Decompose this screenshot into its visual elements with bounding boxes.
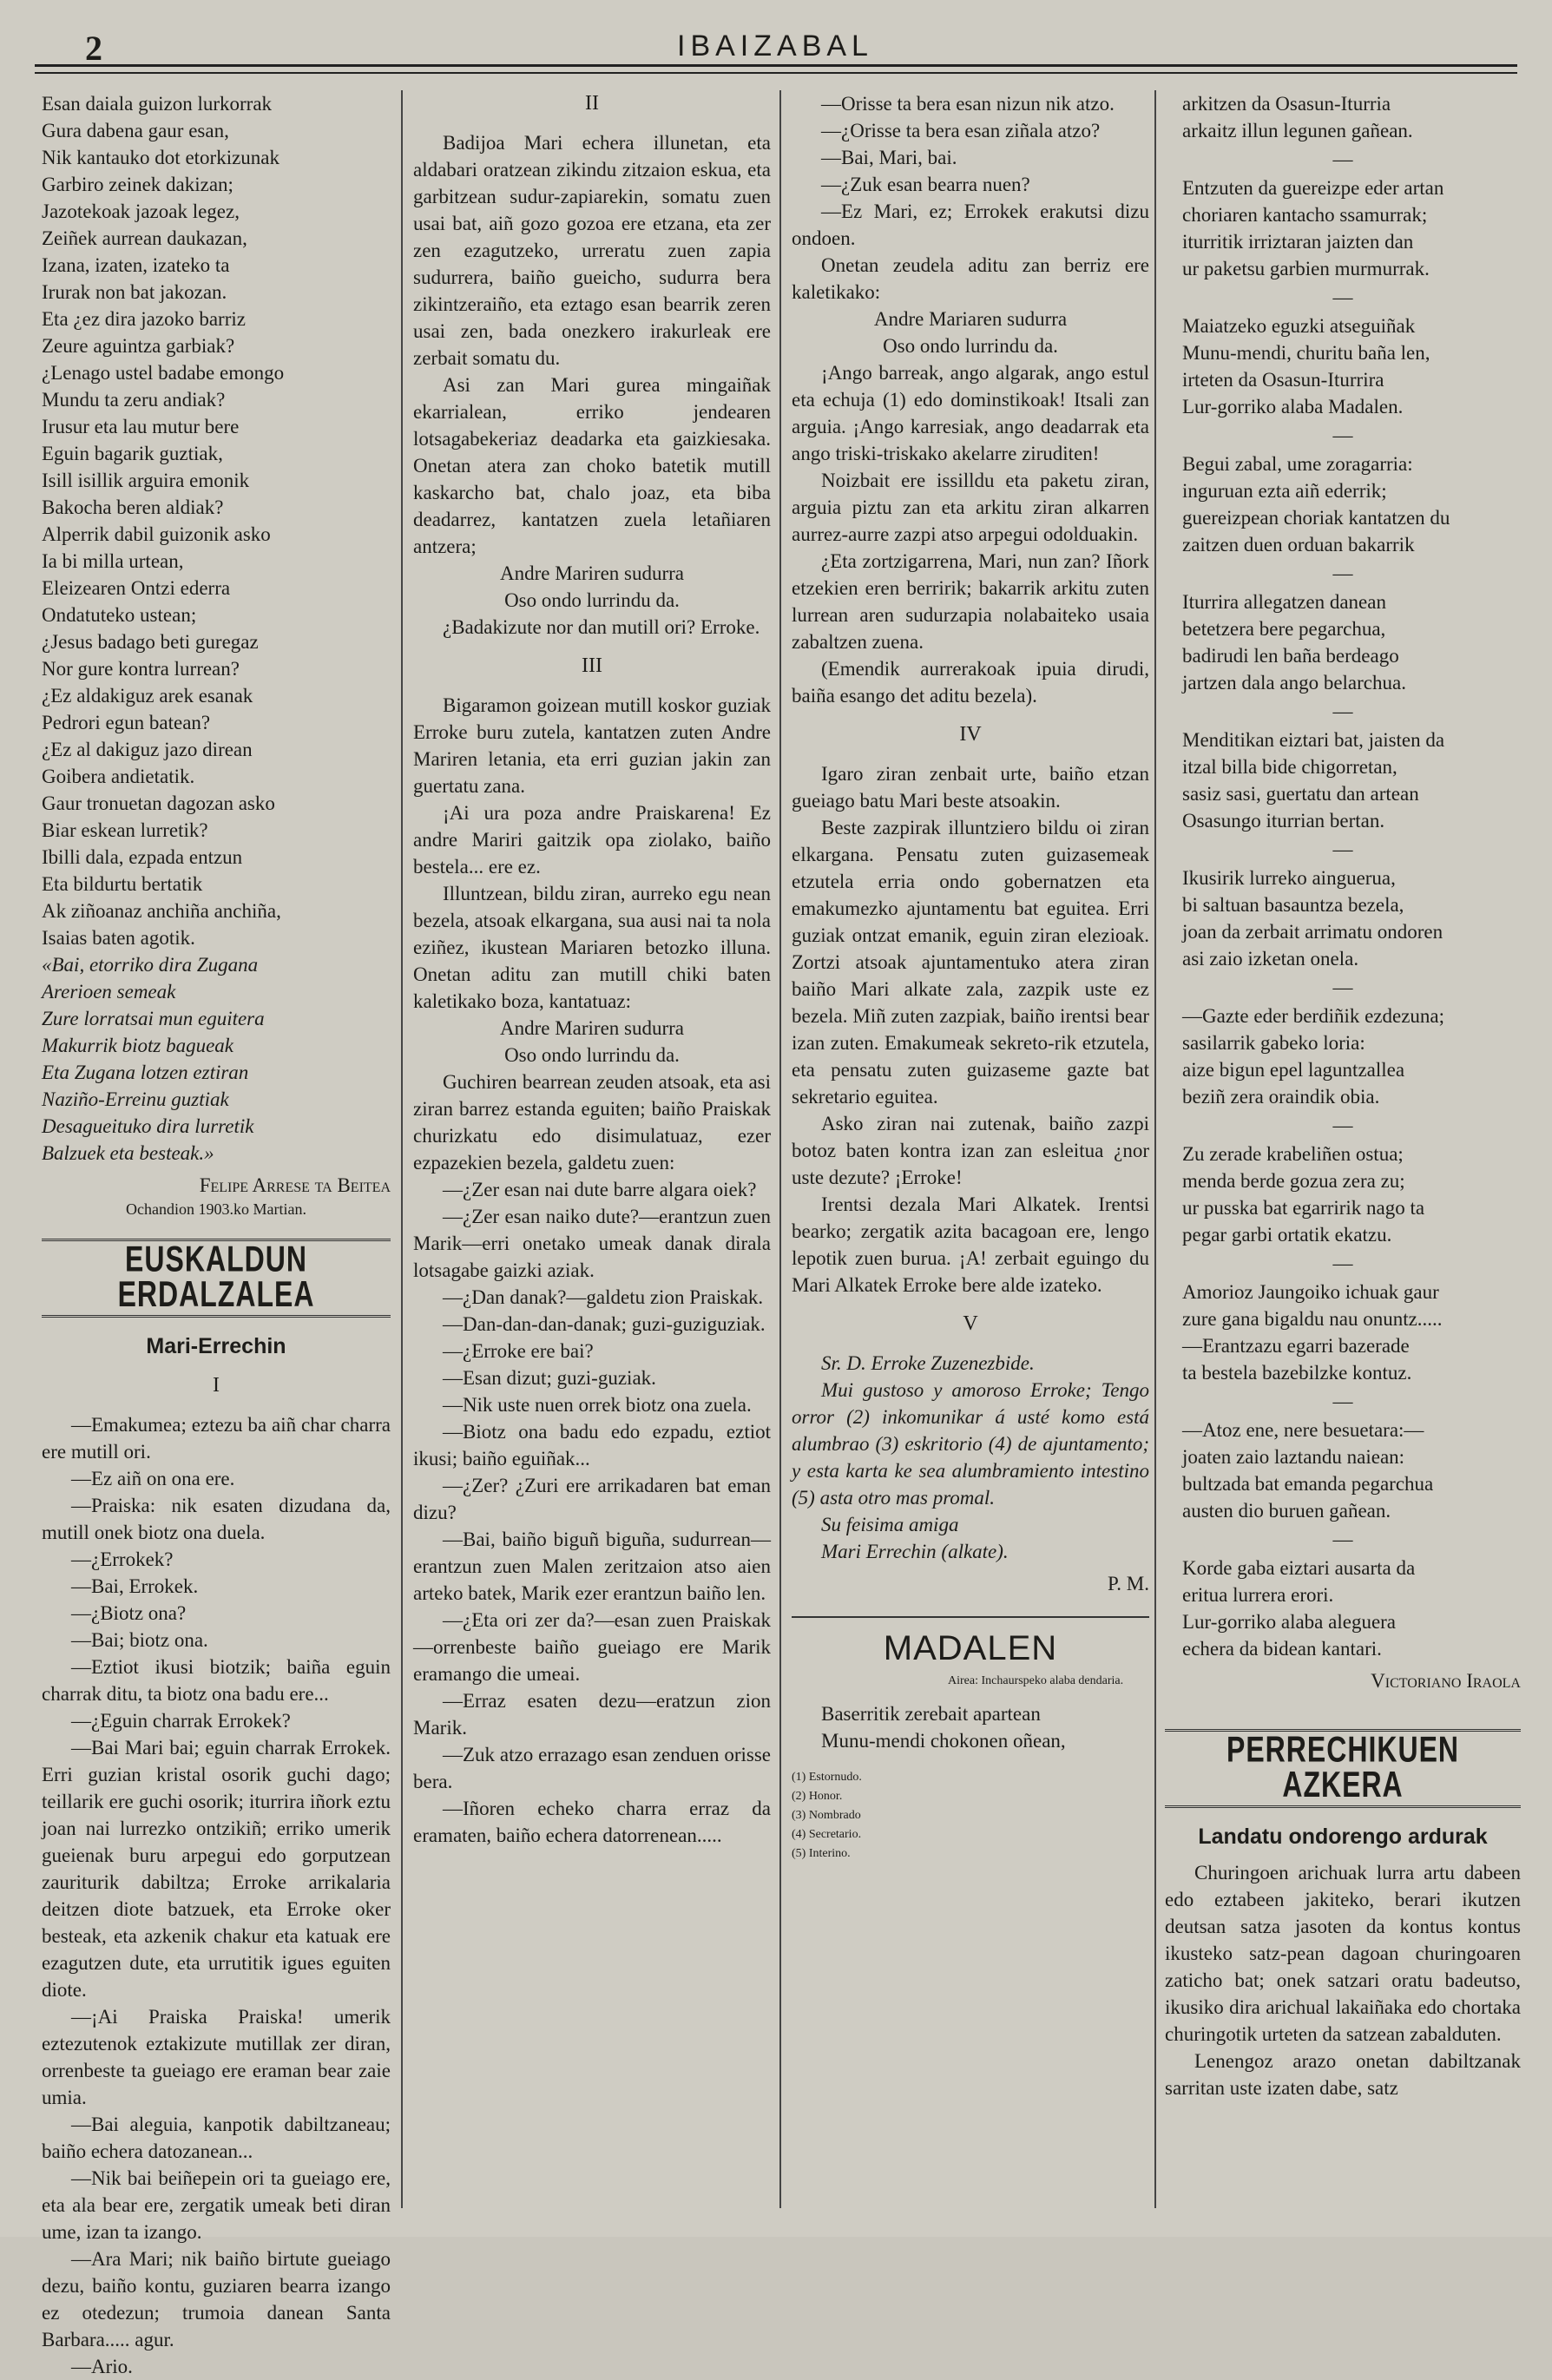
story-text xyxy=(792,760,1149,1298)
melody-note: Airea: Inchaurspeko alaba dendaria. xyxy=(948,1674,1124,1687)
paragraph: —Ario. xyxy=(71,2356,133,2377)
poem-line: Irusur eta lau mutur bere xyxy=(42,416,240,437)
poem-line: Nik kantauko dot etorkizunak xyxy=(42,147,280,168)
poem-line: sasiz sasi, guertatu dan artean xyxy=(1182,783,1419,805)
stanza xyxy=(1165,1279,1521,1386)
story-text xyxy=(413,1068,771,1849)
column-divider xyxy=(1154,90,1156,2208)
paragraph: —¿Biotz ona? xyxy=(71,1602,187,1624)
paragraph: —Iñoren echeko charra erraz da eramaten, baiño echera datorrenean..... xyxy=(413,1798,771,1846)
masthead: IBAIZABAL xyxy=(677,30,873,62)
paragraph: —Emakumea; eztezu ba aiñ char charra ere mutill ori. xyxy=(42,1414,391,1463)
divider xyxy=(792,1616,1149,1618)
paragraph: —Bai, baiño biguñ biguña, sudurrean—erantzun zuen Malen zeritzaion atso aien arteko batek, Marik ezer erantzun baiño len. xyxy=(413,1529,771,1604)
verse-line: Andre Mariren sudurra xyxy=(499,1017,685,1039)
poem-place-date: Ochandion 1903.ko Martian. xyxy=(126,1200,306,1218)
paragraph: —Orisse ta bera esan nizun nik atzo. xyxy=(821,93,1115,115)
stanza-separator: — xyxy=(1332,1114,1353,1136)
paragraph: —Nik bai beiñepein ori ta gueiago ere, eta ala bear ere, zergatik umeak beti diran ume, izan ta izango. xyxy=(42,2167,391,2243)
poem-line: Korde gaba eiztari ausarta da xyxy=(1182,1557,1416,1579)
poem-line: Maiatzeko eguzki atseguiñak xyxy=(1182,315,1416,337)
poem-line: —Gazte eder berdiñik ezdezuna; xyxy=(1182,1005,1445,1027)
poem-line: arkitzen da Osasun-Iturria xyxy=(1182,93,1391,115)
paragraph: —Nik uste nuen orrek biotz ona zuela. xyxy=(443,1394,752,1416)
poem-line: Eta ¿ez dira jazoko barriz xyxy=(42,308,246,330)
poem-line: Isaias baten agotik. xyxy=(42,927,195,949)
stanza xyxy=(1165,90,1521,144)
paragraph: ¡Ai ura poza andre Praiskarena! Ez andre Mariri gaitzik opa ziolako, baiño bestela... ere ez. xyxy=(413,802,771,878)
stanza xyxy=(1165,726,1521,834)
poem-line: Baserritik zerebait apartean xyxy=(821,1703,1041,1725)
poem-line: Zeiñek aurrean daukazan, xyxy=(42,227,247,249)
verse-line: Oso ondo lurrindu da. xyxy=(504,589,680,611)
paragraph: —Bai; biotz ona. xyxy=(71,1629,208,1651)
poem-line: betetzera bere pegarchua, xyxy=(1182,618,1386,640)
part-number: IV xyxy=(959,723,982,746)
paragraph: —Ez Mari, ez; Errokek erakutsi dizu ondoen. xyxy=(792,201,1149,249)
poem-line: ur paketsu garbien murmurrak. xyxy=(1182,258,1430,279)
letter-line: Sr. D. Erroke Zuzenezbide. xyxy=(821,1352,1035,1374)
stanza xyxy=(1165,450,1521,558)
paragraph: —Eztiot ikusi biotzik; baiña eguin charrak ditu, ta biotz ona badu ere... xyxy=(42,1656,391,1705)
stanza xyxy=(1165,865,1521,972)
poem-line: choriaren kantacho ssamurrak; xyxy=(1182,204,1428,226)
column-1 xyxy=(42,90,391,2377)
story-text xyxy=(413,129,771,560)
stanza-separator: — xyxy=(1332,838,1353,860)
poem-line: Eleizearen Ontzi ederra xyxy=(42,577,231,599)
stanza-separator: — xyxy=(1332,1529,1353,1550)
footnote: (2) Honor. xyxy=(792,1790,843,1803)
poem-line: irteten da Osasun-Iturrira xyxy=(1182,369,1384,391)
poem-line: Garbiro zeinek dakizan; xyxy=(42,174,233,195)
poem-line: Ibilli dala, ezpada entzun xyxy=(42,846,243,868)
part-number: III xyxy=(582,654,602,677)
paragraph: —¿Zuk esan bearra nuen? xyxy=(821,174,1030,195)
story-text xyxy=(42,1411,391,2380)
poem-line: Ondatuteko ustean; xyxy=(42,604,197,626)
poem-line: Eta Zugana lotzen eztiran xyxy=(42,1062,249,1083)
stanza-separator: — xyxy=(1332,700,1353,722)
story-title: Mari-Errechin xyxy=(146,1334,286,1358)
stanza-separator: — xyxy=(1332,424,1353,446)
poem-line: Nor gure kontra lurrean? xyxy=(42,658,240,680)
poem-line: Eta bildurtu bertatik xyxy=(42,873,203,895)
letter-line: Mui gustoso y amoroso Erroke; Tengo orror (2) inkomunikar á usté komo está alumbrao (3) eskritorio (4) de ajuntamento; y esta karta ke sea alumbramiento intestino (5) asta otro mas promal. xyxy=(792,1379,1149,1509)
stanza xyxy=(1165,1417,1521,1524)
poem-line: itzal billa bide chigorretan, xyxy=(1182,756,1397,778)
paragraph: —Bai aleguia, kanpotik dabiltzaneau; baiño echera datozanean... xyxy=(42,2114,391,2162)
paragraph: —¿Errokek? xyxy=(71,1548,174,1570)
poem-line: ¿Lenago ustel badabe emongo xyxy=(42,362,285,384)
section-header xyxy=(42,1239,391,1318)
poem-line: arkaitz illun legunen gañean. xyxy=(1182,120,1413,141)
poem-line: menda berde gozua zera zu; xyxy=(1182,1170,1405,1192)
poem-line: zaitzen duen orduan bakarrik xyxy=(1182,534,1415,556)
poem-line: —Erantzazu egarri bazerade xyxy=(1182,1335,1410,1357)
poem-line: Balzuek eta besteak.» xyxy=(42,1142,214,1164)
page-header xyxy=(35,24,1517,66)
poem-title: MADALEN xyxy=(883,1629,1058,1667)
footnotes xyxy=(792,1770,1149,1862)
italic-verse xyxy=(42,951,391,1167)
paragraph: —¿Zer? ¿Zuri ere arrikadaren bat eman dizu? xyxy=(413,1475,771,1523)
verse-line: Andre Mariren sudurra xyxy=(499,562,685,584)
poem xyxy=(42,90,391,951)
paragraph: —Ara Mari; nik baiño birtute gueiago dezu, baiño kontu, guziaren bearra izango ez otedezun; trumoia danean Santa Barbara..... agur. xyxy=(42,2248,391,2350)
poem-line: Amorioz Jaungoiko ichuak gaur xyxy=(1182,1281,1439,1303)
paragraph: ¿Badakizute nor dan mutill ori? Erroke. xyxy=(443,616,760,638)
poem-line: ¿Jesus badago beti guregaz xyxy=(42,631,259,653)
poem-line: Osasungo iturrian bertan. xyxy=(1182,810,1385,832)
paragraph: —Zuk atzo errazago esan zenduen orisse bera. xyxy=(413,1744,771,1792)
poem-line: Munu-mendi chokonen oñean, xyxy=(821,1730,1066,1752)
poem-line: Naziño-Erreinu guztiak xyxy=(42,1088,229,1110)
poem-line: Zure lorratsai mun eguitera xyxy=(42,1008,265,1029)
poem-line: Desagueituko dira lurretik xyxy=(42,1115,254,1137)
paragraph: Badijoa Mari echera illunetan, eta aldabari oratzean zikindu zitzaion eskua, eta garbitzean sudur-zapiarekin, somatu zuen usai bat, aiñ gozo gozoa ere etzana, eta zer zen ezagutzeko, urreratu zuen zapia sudurrera, baiño gueicho, sudurra bera zikintzeraiño, eta eztago esan bearrik zeren usai zen, bada onezkero irakurleak ere zerbait somatu du. xyxy=(413,132,771,369)
poem-line: Begui zabal, ume zoragarria: xyxy=(1182,453,1413,475)
poem-line: badirudi len baña berdeago xyxy=(1182,645,1399,667)
poem-line: Ia bi milla urtean, xyxy=(42,550,184,572)
letter xyxy=(792,1350,1149,1565)
poem-line: Ak ziñoanaz anchiña anchiña, xyxy=(42,900,281,922)
poem-line: eritua lurrera erori. xyxy=(1182,1584,1334,1606)
footnote: (5) Interino. xyxy=(792,1847,851,1860)
column-divider xyxy=(779,90,781,2208)
poem-line: bultzada bat emanda pegarchua xyxy=(1182,1473,1434,1495)
paragraph: Irentsi dezala Mari Alkatek. Irentsi bearko; zergatik azita bacagoan ere, lengo lepotik zuen burua. ¡A! zerbait eguingo du Mari Alkatek Erroke bere alde izateko. xyxy=(792,1193,1149,1296)
poem-line: joan da zerbait arrimatu ondoren xyxy=(1182,921,1443,943)
poem-line: Goibera andietatik. xyxy=(42,766,195,787)
stanza-separator: — xyxy=(1332,1391,1353,1412)
header-rule xyxy=(35,64,1517,74)
paragraph: Asko ziran nai zutenak, baiño zazpi botoz baten kontra izan zan esleitua ¿nor uste dezute? ¡Erroke! xyxy=(792,1113,1149,1188)
poem-line: Lur-gorriko alaba aleguera xyxy=(1182,1611,1397,1633)
poem-line: sasilarrik gabeko loria: xyxy=(1182,1032,1365,1054)
section-title: PERRECHIKUEN AZKERA xyxy=(1226,1728,1460,1805)
poem-line: guereizpean choriak kantatzen du xyxy=(1182,507,1450,529)
paragraph: ¿Eta zortzigarrena, Mari, nun zan? Iñork etzekien eren berririk; bakarrik arkitu zuten lurrean aren sudurzapia nolabaiteko usaia zabaltzen zuena. xyxy=(792,550,1149,653)
letter-signature: P. M. xyxy=(1108,1573,1149,1594)
paragraph: —¿Dan danak?—galdetu zion Praiskak. xyxy=(443,1286,764,1308)
poem-line: echera da bidean kantari. xyxy=(1182,1638,1382,1660)
poem-line: Iturrira allegatzen danean xyxy=(1182,591,1386,613)
paragraph: Lenengoz arazo onetan dabiltzanak sarritan uste izaten dabe, satz xyxy=(1165,2050,1521,2099)
stanza-separator: — xyxy=(1332,286,1353,308)
poem-line: Pedrori egun batean? xyxy=(42,712,211,733)
stanza xyxy=(1165,312,1521,420)
poem-line: Izana, izaten, izateko ta xyxy=(42,254,230,276)
paragraph: —Praiska: nik esaten dizudana da, mutill onek biotz ona duela. xyxy=(42,1495,391,1543)
page-number: 2 xyxy=(85,29,102,68)
poem-line: Isill isillik arguira emonik xyxy=(42,470,250,491)
section-title: EUSKALDUN ERDALZALEA xyxy=(117,1238,315,1314)
paragraph: —¿Eguin charrak Errokek? xyxy=(71,1710,291,1732)
poem-line: asi zaio izketan onela. xyxy=(1182,948,1359,970)
article-subtitle: Landatu ondorengo ardurak xyxy=(1198,1824,1488,1849)
poem-author: Victoriano Iraola xyxy=(1371,1670,1521,1692)
poem-line: pegar garbi ortatik ekatzu. xyxy=(1182,1224,1392,1246)
paragraph: —Bai Mari bai; eguin charrak Errokek. Erri guzian kristal osorik guchi dago; teillarik ere guchi osorik; iturrira iñork eztu joan nai lurrezko ontzikiñ; erriko umerik gueienak buru arpegui edo gorputzean zauriturik dabiltza; Erroke arrikalaria deitzen diote batzuek, eta Erroke oker besteak, eta azkenik chakur eta katuak ere ezagutzen dute, eta urrutitik igues eguiten diote. xyxy=(42,1737,391,2001)
part-number: V xyxy=(963,1312,978,1335)
poem-line: Zu zerade krabeliñen ostua; xyxy=(1182,1143,1404,1165)
paragraph: —Dan-dan-dan-danak; guzi-guziguziak. xyxy=(443,1313,766,1335)
part-number: II xyxy=(585,92,599,115)
column-2 xyxy=(413,90,771,2217)
poem-line: iturritik irriztaran jaizten dan xyxy=(1182,231,1414,253)
poem-line: Alperrik dabil guizonik asko xyxy=(42,523,271,545)
poem-line: ¿Ez al dakiguz jazo direan xyxy=(42,739,253,760)
paragraph: Noizbait ere issilldu eta paketu ziran, arguia piztu zan eta arkitu ziran alkarren aurrez-aurre zazpi atso arpegui odolduakin. xyxy=(792,470,1149,545)
paragraph: —Ez aiñ on ona ere. xyxy=(71,1468,235,1489)
poem-line: Mundu ta zeru andiak? xyxy=(42,389,226,411)
stanza xyxy=(1165,588,1521,696)
poem-line: Menditikan eiztari bat, jaisten da xyxy=(1182,729,1445,751)
poem-line: zure gana bigaldu nau onuntz..... xyxy=(1182,1308,1443,1330)
poem-line: ¿Ez aldakiguz arek esanak xyxy=(42,685,253,707)
paragraph: —Biotz ona badu edo ezpadu, eztiot ikusi; baiño eguiñak... xyxy=(413,1421,771,1469)
article-text xyxy=(1165,1859,1521,2101)
paragraph: —Bai, Errokek. xyxy=(71,1575,199,1597)
poem xyxy=(792,1700,1149,1754)
poem-line: Biar eskean lurretik? xyxy=(42,819,208,841)
poem-line: Arerioen semeak xyxy=(42,981,176,1003)
poem-line: ur pusska bat egarririk nago ta xyxy=(1182,1197,1425,1219)
poem-line: Makurrik biotz bagueak xyxy=(42,1035,234,1056)
poem-line: Zeure aguintza garbiak? xyxy=(42,335,235,357)
paragraph: —¿Erroke ere bai? xyxy=(443,1340,594,1362)
paragraph: Guchiren bearrean zeuden atsoak, eta asi ziran barrez estanda eguiten; baiño Praiskak churizkatu edo disimulatuaz, ezer ezpazekien bezela, galdetu zuen: xyxy=(413,1071,771,1174)
paragraph: —Bai, Mari, bai. xyxy=(821,147,957,168)
poem-line: Entzuten da guereizpe eder artan xyxy=(1182,177,1444,199)
stanza xyxy=(1165,1555,1521,1662)
poem-line: ta bestela bazebilzke kontuz. xyxy=(1182,1362,1412,1384)
song-verse xyxy=(413,560,771,614)
poem xyxy=(1165,90,1521,1662)
stanza xyxy=(1165,174,1521,282)
column-3 xyxy=(792,90,1149,2217)
poem-line: bi saltuan basauntza bezela, xyxy=(1182,894,1404,916)
poem-line: Gura dabena gaur esan, xyxy=(42,120,229,141)
footnote: (4) Secretario. xyxy=(792,1828,862,1841)
poem-line: —Atoz ene, nere besuetara:— xyxy=(1182,1419,1424,1441)
verse-line: Oso ondo lurrindu da. xyxy=(504,1044,680,1066)
verse-line: Oso ondo lurrindu da. xyxy=(883,335,1058,357)
story-text xyxy=(792,90,1149,306)
stanza-separator: — xyxy=(1332,976,1353,998)
stanza-separator: — xyxy=(1332,148,1353,170)
poem-line: Lur-gorriko alaba Madalen. xyxy=(1182,396,1404,417)
story-text xyxy=(413,692,771,1015)
paragraph: (Emendik aurrerakoak ipuia dirudi, baiña esango det aditu bezela). xyxy=(792,658,1149,707)
poem-line: joaten zaio laztandu naiean: xyxy=(1182,1446,1405,1468)
letter-line: Su feisima amiga xyxy=(821,1514,959,1535)
paragraph: Churingoen arichuak lurra artu dabeen edo eztabeen jakiteko, berari ikutzen deutsan satza jasoten da kontus kontus ikusteko satz-pean dagoan churingoaren zaticho bat; onek satzari oratu badeutso, ikusiko dira arichual lakaiñaka edo chortaka churingotik urteten da satzean zabalduten. xyxy=(1165,1862,1521,2045)
paragraph: Asi zan Mari gurea mingaiñak ekarrialean, erriko jendearen lotsagabekeriaz deadarka eta gaizkiesaka. Onetan atera zan choko batetik mutill kaskarcho bat, chalo joaz, eta biba deadarrez, kantatzen zuela letañiaren antzera; xyxy=(413,374,771,557)
poem-line: inguruan ezta aiñ ederrik; xyxy=(1182,480,1387,502)
song-verse xyxy=(413,1015,771,1068)
paragraph: —¿Zer esan nai dute barre algara oiek? xyxy=(443,1179,757,1200)
paragraph: Igaro ziran zenbait urte, baiño etzan gueiago batu Mari beste atsoakin. xyxy=(792,763,1149,812)
paragraph: —¿Eta ori zer da?—esan zuen Praiskak—orrenbeste baiño gueiago ere Marik eramango die umeai. xyxy=(413,1609,771,1685)
paragraph: —Erraz esaten dezu—eratzun zion Marik. xyxy=(413,1690,771,1739)
poem-line: beziñ zera oraindik obia. xyxy=(1182,1086,1380,1108)
poem-line: Esan daiala guizon lurkorrak xyxy=(42,93,273,115)
letter-line: Mari Errechin (alkate). xyxy=(821,1541,1009,1562)
poem-line: Munu-mendi, churitu baña len, xyxy=(1182,342,1430,364)
paragraph: —Esan dizut; guzi-guziak. xyxy=(443,1367,656,1389)
verse-line: Andre Mariaren sudurra xyxy=(873,308,1068,330)
column-divider xyxy=(401,90,403,2208)
paragraph: Bigaramon goizean mutill koskor guziak Erroke buru zutela, kantatzen zuten Andre Mariren letania, eta erri guzian jakin zan guertatu zana. xyxy=(413,694,771,797)
poem-line: «Bai, etorriko dira Zugana xyxy=(42,954,259,976)
stanza xyxy=(1165,1003,1521,1110)
poem-line: jartzen dala ango belarchua. xyxy=(1182,672,1406,694)
poem-line: Eguin bagarik guztiak, xyxy=(42,443,223,464)
column-4 xyxy=(1165,90,1521,2217)
poem-line: Jazotekoak jazoak legez, xyxy=(42,201,240,222)
stanza-separator: — xyxy=(1332,1252,1353,1274)
poem-line: austen dio buruen gañean. xyxy=(1182,1500,1391,1522)
poem-line: Irurak non bat jakozan. xyxy=(42,281,227,303)
footnote: (1) Estornudo. xyxy=(792,1771,862,1784)
footnote: (3) Nombrado xyxy=(792,1809,861,1822)
paragraph: —¡Ai Praiska Praiska! umerik eztezutenok eztakizute mutillak zer diran, orrenbeste ta gueiago ere eraman bear zaie umia. xyxy=(42,2006,391,2108)
poem-author: Felipe Arrese ta Beitea xyxy=(199,1174,391,1196)
paragraph: Illuntzean, bildu ziran, aurreko egu nean bezela, atsoak elkargana, sua ausi nai ta nola eziñez, ikustean Mariaren betozko illuna. Onetan aditu zan mutill chiki baten kaletikako boza, kantatuaz: xyxy=(413,883,771,1012)
poem-line: Bakocha beren aldiak? xyxy=(42,496,224,518)
paragraph: —¿Orisse ta bera esan ziñala atzo? xyxy=(821,120,1101,141)
section-header xyxy=(1165,1729,1521,1808)
poem-line: aize bigun epel laguntzallea xyxy=(1182,1059,1405,1081)
poem-line: Ikusirik lurreko ainguerua, xyxy=(1182,867,1396,889)
paragraph: —¿Zer esan naiko dute?—erantzun zuen Marik—erri onetako umeak danak dirala lotsagabe gaizki aziak. xyxy=(413,1206,771,1281)
song-verse xyxy=(792,306,1149,359)
stanza xyxy=(1165,1141,1521,1248)
poem-line: Gaur tronuetan dagozan asko xyxy=(42,792,275,814)
paragraph: Onetan zeudela aditu zan berriz ere kaletikako: xyxy=(792,254,1149,303)
stanza-separator: — xyxy=(1332,562,1353,584)
paragraph: ¡Ango barreak, ango algarak, ango estul eta echuja (1) edo dominstikoak! Itsali zan arguia. ¡Ango karresiak, ango deadarrak eta ango triski-triskako akelarre ziruditen! xyxy=(792,362,1149,464)
paragraph: Beste zazpirak illuntziero bildu oi ziran elkargana. Pensatu zuten guizasemeak etzutela erria ondo gobernatzen eta emakumezko ajuntamentu bat eguitea. Erri guziak ontzat emanik, eguin ziran elezioak. Zortzi atsoak ajuntamentuko atera ziran baiño Mari alkate zala, zazpik uste ez bezela. Miñ zuten zazpiak, baiño irentsi bear izan zuten. Emakumeak sekreto-rik etzutela, eta pensatu zuten guizaseme gazte bat sekretario eguitea. xyxy=(792,817,1149,1108)
part-number: I xyxy=(213,1374,220,1397)
story-text xyxy=(792,359,1149,709)
